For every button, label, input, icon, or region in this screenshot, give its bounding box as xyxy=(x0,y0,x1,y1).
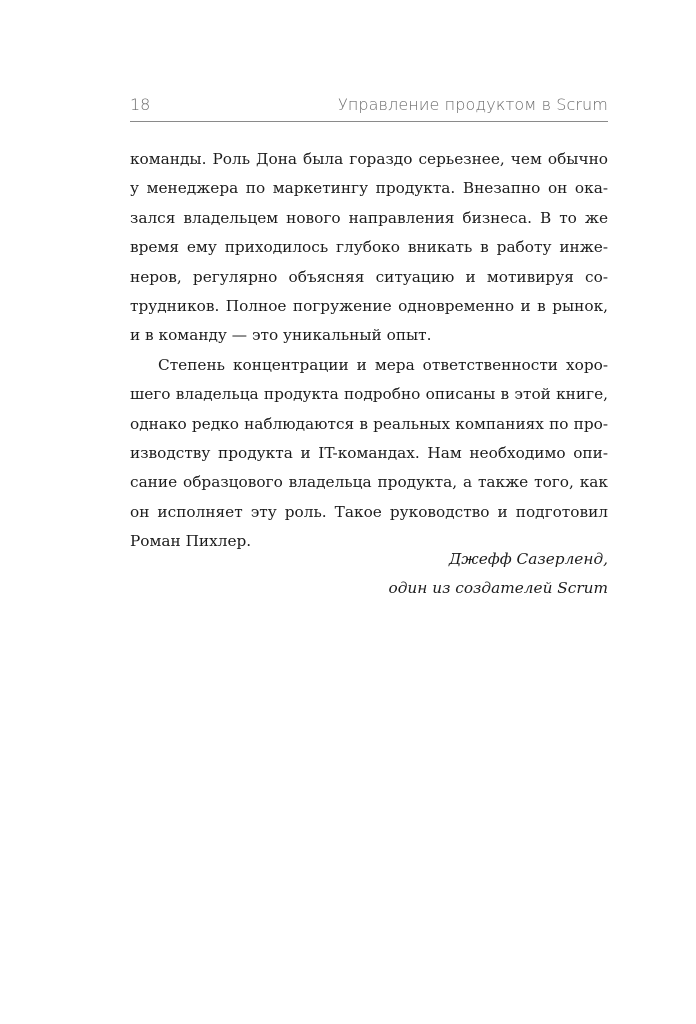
book-title: Управление продуктом в Scrum xyxy=(337,95,608,114)
text-line: зался владельцем нового направления бизнеса. В то же xyxy=(130,208,608,227)
text-line: Степень концентрации и мера ответственности хоро- xyxy=(158,355,608,374)
text-line: трудников. Полное погружение одновременно и в рынок, xyxy=(130,297,608,316)
paragraph-1 xyxy=(130,145,608,351)
header-rule xyxy=(130,121,608,122)
text-line: у менеджера по маркетингу продукта. Внезапно он ока- xyxy=(130,179,608,198)
text-line: он исполняет эту роль. Такое руководство и подготовил xyxy=(130,502,608,521)
text-line: однако редко наблюдаются в реальных компаниях по про- xyxy=(130,414,608,433)
body-text xyxy=(130,145,608,557)
text-line: время ему приходилось глубоко вникать в работу инже- xyxy=(130,238,608,257)
signature-role: один из создателей Scrum xyxy=(388,579,608,598)
text-line: и в команду — это уникальный опыт. xyxy=(130,326,432,345)
text-line: сание образцового владельца продукта, а также того, как xyxy=(130,473,608,492)
paragraph-2 xyxy=(130,351,608,557)
text-line: изводству продукта и IT-командах. Нам необходимо опи- xyxy=(130,444,608,463)
text-line: неров, регулярно объясняя ситуацию и мотивируя со- xyxy=(130,267,608,286)
running-head xyxy=(130,93,608,117)
text-line: Роман Пихлер. xyxy=(130,532,252,551)
page-number: 18 xyxy=(130,95,151,114)
signature-author: Джефф Сазерленд, xyxy=(448,550,608,568)
signature xyxy=(130,545,608,604)
text-line: команды. Роль Дона была гораздо серьезнее, чем обычно xyxy=(130,150,608,168)
text-line: шего владельца продукта подробно описаны в этой книге, xyxy=(130,385,608,404)
